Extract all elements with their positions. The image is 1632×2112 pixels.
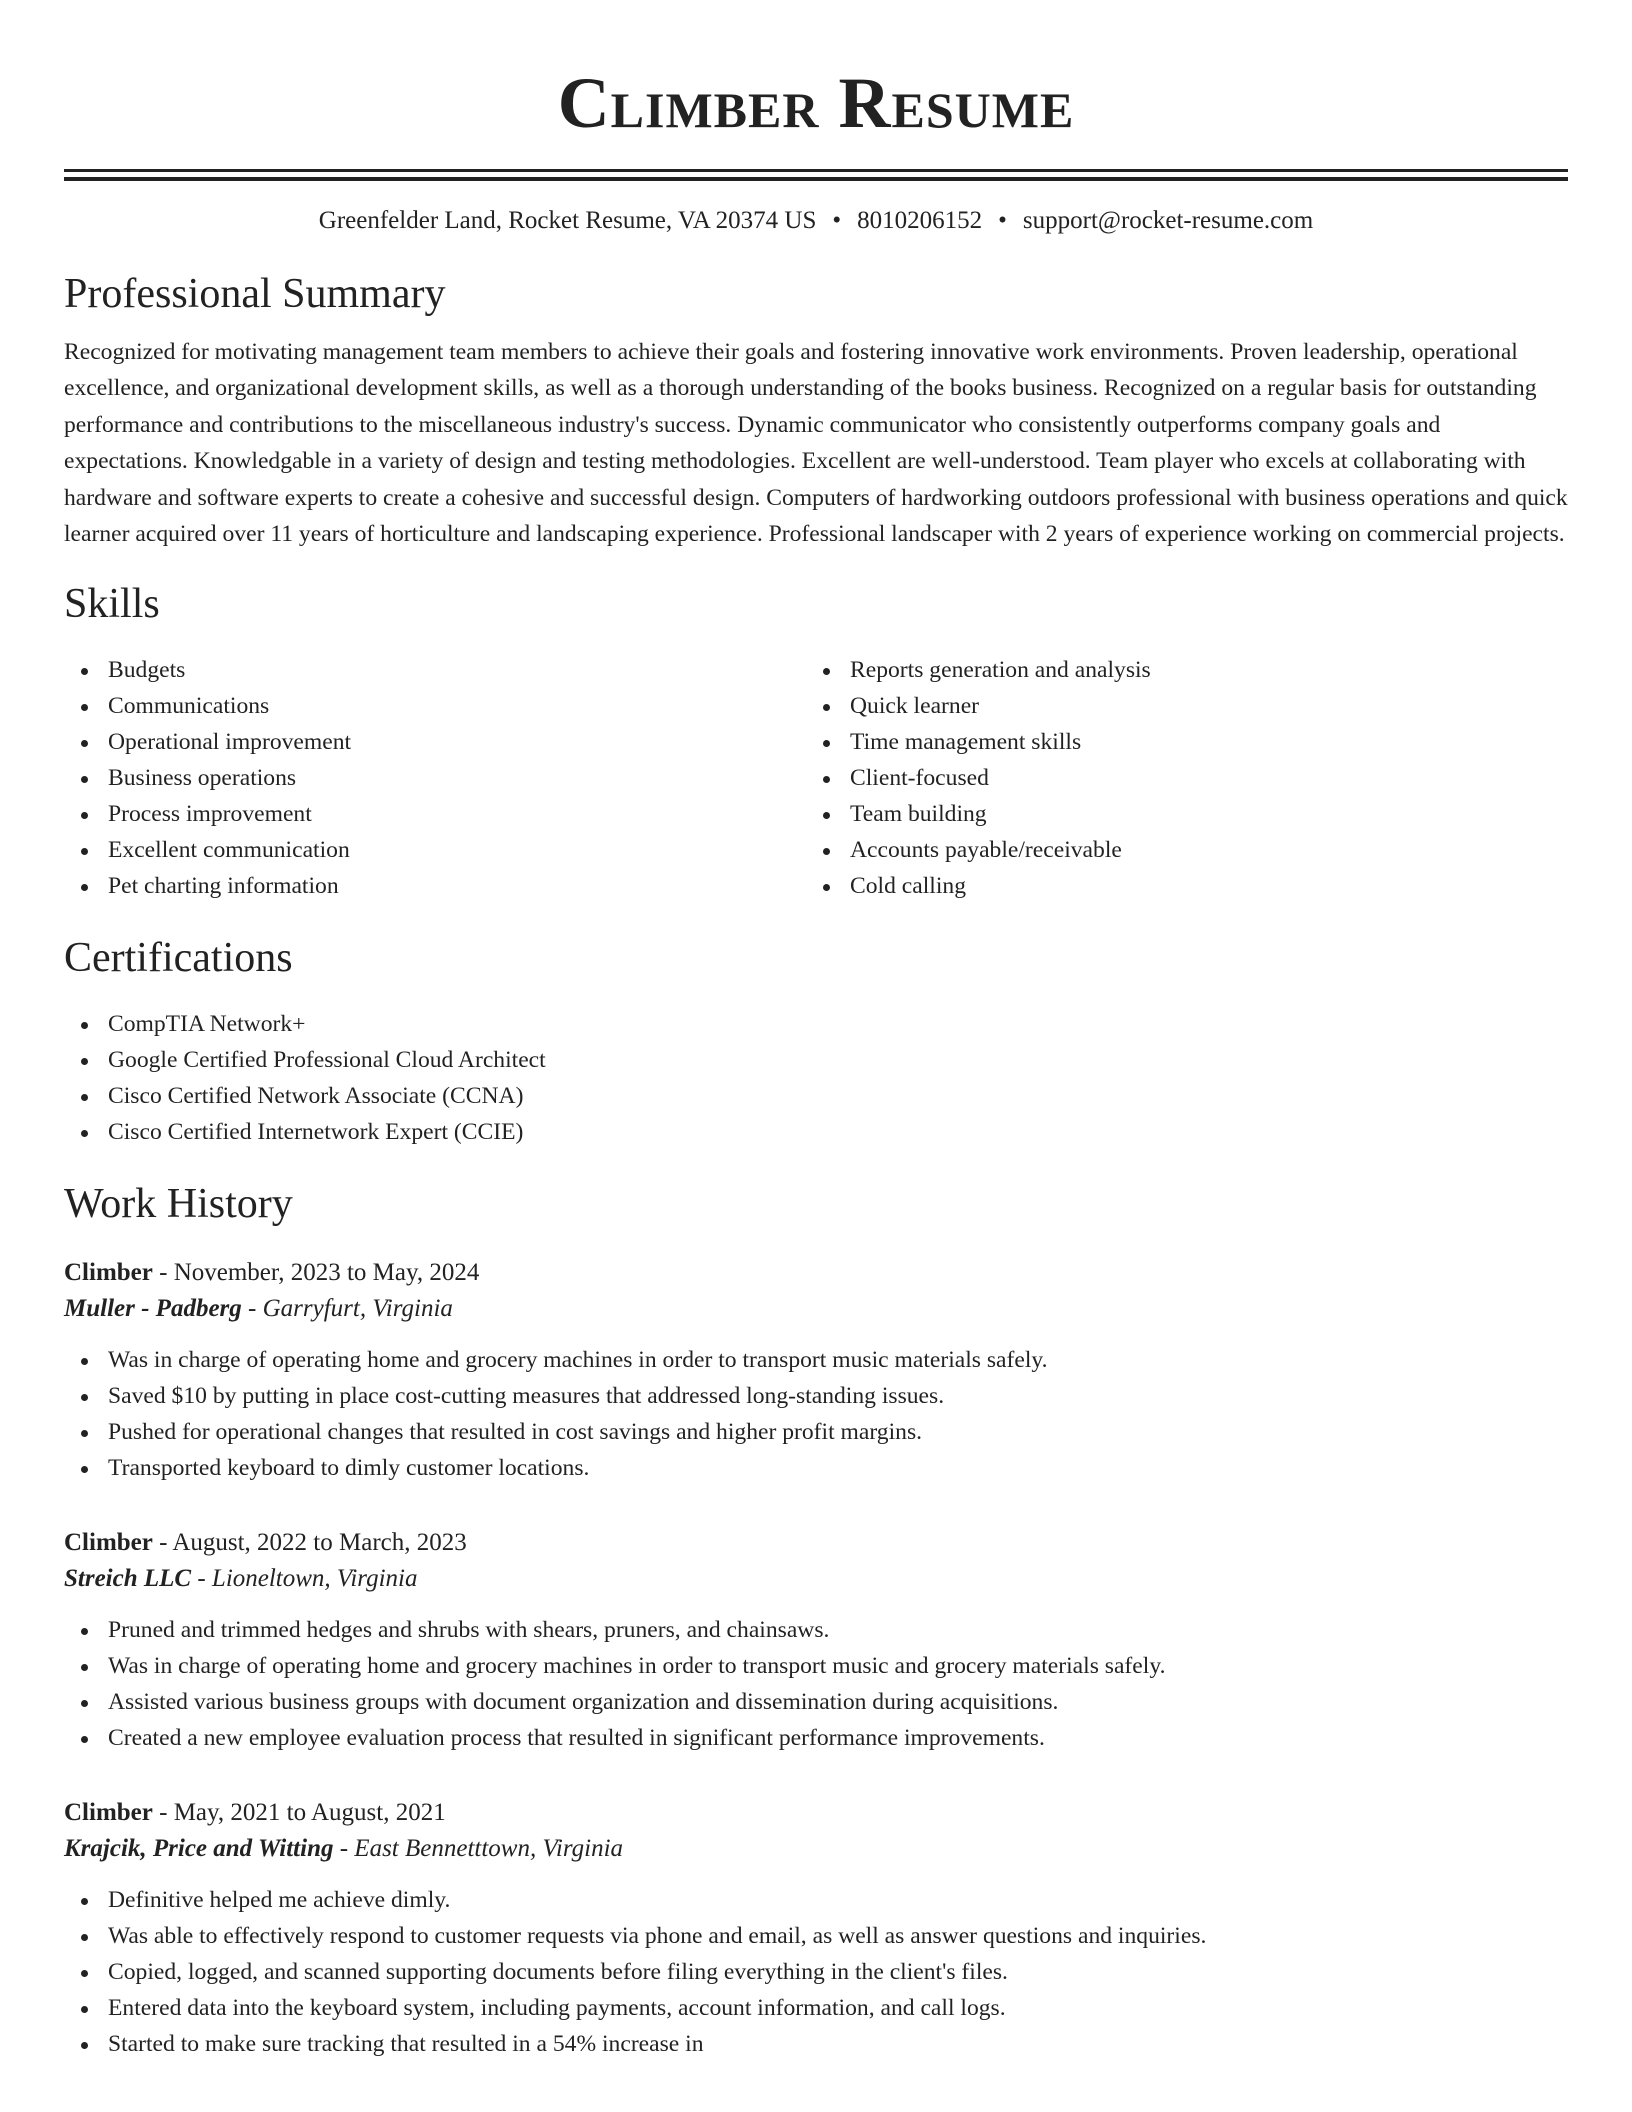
title-divider (64, 169, 1568, 172)
job-duty: Was able to effectively respond to customer requests via phone and email, as well as answer questions and inquiries. (64, 1918, 1568, 1954)
job-title-line (64, 1526, 1568, 1560)
job-duty: Entered data into the keyboard system, including payments, account information, and call logs. (64, 1990, 1568, 2026)
certification-item: Google Certified Professional Cloud Architect (64, 1042, 1568, 1078)
certification-item: Cisco Certified Internetwork Expert (CCIE) (64, 1114, 1568, 1150)
job-duty: Pushed for operational changes that resulted in cost savings and higher profit margins. (64, 1414, 1568, 1450)
job-duties-list (64, 1882, 1568, 2062)
summary-heading: Professional Summary (64, 271, 446, 317)
job-entry (64, 1796, 1568, 2062)
skill-item: Business operations (64, 760, 806, 796)
certification-item: Cisco Certified Network Associate (CCNA) (64, 1078, 1568, 1114)
skills-list-left (64, 652, 806, 904)
certifications-heading: Certifications (64, 935, 293, 982)
contact-separator: • (998, 207, 1007, 234)
work-history-heading: Work History (64, 1181, 293, 1228)
summary-text: Recognized for motivating management team members to achieve their goals and fostering innovative work environments. Proven leadership, operational excellence, and organizational development skills, as well as a thorough understanding of the books business. Recognized on a regular basis for outstanding performance and contributions to the miscellaneous industry's success. Dynamic communicator who consistently outperforms company goals and expectations. Knowledgable in a variety of design and testing methodologies. Excellent are well-understood. Team player who excels at collaborating with hardware and software experts to create a cohesive and successful design. Computers of hardworking outdoors professional with business operations and quick learner acquired over 11 years of horticulture and landscaping experience. Professional landscaper with 2 years of experience working on commercial projects. (64, 339, 1568, 548)
summary-section (64, 268, 1568, 552)
skills-section (64, 578, 1568, 904)
skill-item: Communications (64, 688, 806, 724)
job-duty: Pruned and trimmed hedges and shrubs with shears, pruners, and chainsaws. (64, 1612, 1568, 1648)
job-dates: - November, 2023 to May, 2024 (152, 1259, 480, 1287)
contact-line (64, 205, 1568, 237)
job-company-line (64, 1290, 1568, 1328)
job-entry (64, 1526, 1568, 1756)
certification-item: CompTIA Network+ (64, 1006, 1568, 1042)
job-duty: Created a new employee evaluation process that resulted in significant performance improvements. (64, 1720, 1568, 1756)
skills-list-right (806, 652, 1548, 904)
skill-item: Time management skills (806, 724, 1548, 760)
job-title-line (64, 1796, 1568, 1830)
job-duty: Saved $10 by putting in place cost-cutting measures that addressed long-standing issues. (64, 1378, 1568, 1414)
job-location: - Garryfurt, Virginia (241, 1295, 453, 1323)
job-duty: Definitive helped me achieve dimly. (64, 1882, 1568, 1918)
skill-item: Pet charting information (64, 868, 806, 904)
contact-email: support@rocket-resume.com (1022, 207, 1314, 234)
contact-phone: 8010206152 (857, 207, 983, 234)
job-company: Krajcik, Price and Witting (64, 1835, 334, 1863)
skill-item: Process improvement (64, 796, 806, 832)
job-duty: Was in charge of operating home and grocery machines in order to transport music and grocery materials safely. (64, 1648, 1568, 1684)
skills-grid (64, 652, 1568, 904)
skill-item: Quick learner (806, 688, 1548, 724)
job-company-line (64, 1830, 1568, 1868)
skill-item: Client-focused (806, 760, 1548, 796)
job-title-line (64, 1256, 1568, 1290)
job-duties-list (64, 1342, 1568, 1486)
resume-title: Climber Resume (557, 63, 1075, 143)
job-duties-list (64, 1612, 1568, 1756)
skill-item: Operational improvement (64, 724, 806, 760)
skill-item: Team building (806, 796, 1548, 832)
skill-item: Budgets (64, 652, 806, 688)
skills-column-right (806, 652, 1548, 904)
contact-address: Greenfelder Land, Rocket Resume, VA 20374 US (318, 207, 817, 234)
job-role: Climber (64, 1799, 153, 1827)
certifications-list (64, 1006, 1568, 1150)
skills-heading: Skills (64, 581, 160, 628)
job-company: Muller - Padberg (64, 1295, 242, 1323)
job-entry (64, 1256, 1568, 1486)
work-history-section (64, 1178, 1568, 2062)
job-dates: - May, 2021 to August, 2021 (152, 1799, 446, 1827)
job-company-line (64, 1560, 1568, 1598)
job-role: Climber (64, 1259, 153, 1287)
job-dates: - August, 2022 to March, 2023 (152, 1529, 467, 1557)
job-duty: Transported keyboard to dimly customer locations. (64, 1450, 1568, 1486)
job-duty: Copied, logged, and scanned supporting documents before filing everything in the client's files. (64, 1954, 1568, 1990)
job-location: - East Bennetttown, Virginia (333, 1835, 624, 1863)
skill-item: Excellent communication (64, 832, 806, 868)
job-location: - Lioneltown, Virginia (191, 1565, 418, 1593)
certifications-section (64, 932, 1568, 1150)
job-duty: Assisted various business groups with document organization and dissemination during acquisitions. (64, 1684, 1568, 1720)
skill-item: Accounts payable/receivable (806, 832, 1548, 868)
job-role: Climber (64, 1529, 153, 1557)
job-duty: Started to make sure tracking that resulted in a 54% increase in (64, 2026, 1568, 2062)
skill-item: Cold calling (806, 868, 1548, 904)
skill-item: Reports generation and analysis (806, 652, 1548, 688)
skills-column-left (64, 652, 806, 904)
job-duty: Was in charge of operating home and grocery machines in order to transport music materials safely. (64, 1342, 1568, 1378)
job-company: Streich LLC (64, 1565, 192, 1593)
contact-separator: • (832, 207, 842, 234)
